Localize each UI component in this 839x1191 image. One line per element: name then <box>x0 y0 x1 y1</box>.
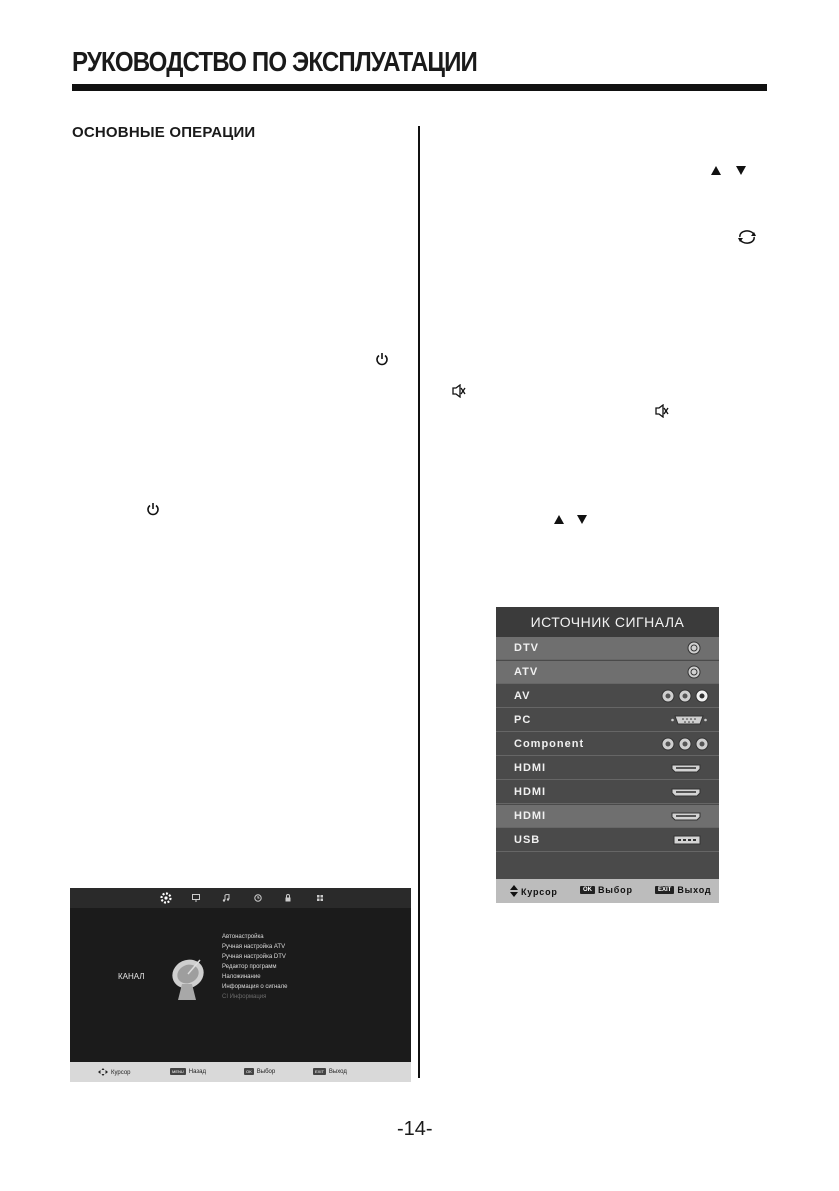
header-rule <box>72 84 767 91</box>
source-row-hdmi[interactable]: HDMI <box>496 757 719 780</box>
rca-icon <box>661 737 709 756</box>
updown-arrows-icon <box>510 885 518 899</box>
hdmi-icon <box>671 761 701 779</box>
arrow-up-icon <box>554 515 564 524</box>
menu-item[interactable]: Автонастройка <box>222 934 264 940</box>
menu-item[interactable]: Редактор программ <box>222 964 277 970</box>
source-menu-screenshot <box>496 607 719 903</box>
source-row-pc[interactable]: PC <box>496 709 719 732</box>
page-title: РУКОВОДСТВО ПО ЭКСПЛУАТАЦИИ <box>72 46 477 77</box>
power-icon <box>146 502 160 516</box>
source-row-atv[interactable]: ATV <box>496 661 719 684</box>
channel-menu-footer <box>70 1062 411 1082</box>
mute-icon <box>452 384 466 398</box>
footer-cursor: Курсор <box>510 885 558 899</box>
channel-menu-screenshot <box>70 888 411 1082</box>
exit-key: EXIT <box>655 886 674 894</box>
column-divider <box>418 126 420 1078</box>
vga-icon <box>671 713 707 732</box>
lock-tab-icon <box>281 891 295 905</box>
footer-select: OK Выбор <box>246 1068 276 1075</box>
arrow-down-icon <box>736 166 746 175</box>
menu-item[interactable]: Ручная настройка ATV <box>222 944 286 950</box>
source-menu-title: ИСТОЧНИК СИГНАЛА <box>496 607 719 637</box>
source-row-hdmi[interactable]: HDMI <box>496 805 719 828</box>
ok-key: OK <box>580 886 595 894</box>
menu-item[interactable]: Ручная настройка DTV <box>222 954 286 960</box>
source-row-hdmi[interactable]: HDMI <box>496 781 719 804</box>
menu-item[interactable]: CI Информация <box>222 994 267 1000</box>
arrow-down-icon <box>577 515 587 524</box>
power-icon <box>375 352 389 366</box>
footer-back: MENU Назад <box>172 1068 206 1075</box>
channel-menu-list <box>222 932 287 1002</box>
mute-icon <box>655 404 669 418</box>
picture-tab-icon <box>189 891 203 905</box>
footer-select: OK Выбор <box>580 885 633 895</box>
setup-tab-icon <box>313 891 327 905</box>
satellite-dish-icon <box>168 954 210 1002</box>
rca-icon <box>661 689 709 708</box>
recall-icon <box>737 230 757 244</box>
hdmi-icon <box>671 785 701 803</box>
coax-icon <box>687 665 701 684</box>
cursor-arrows-icon <box>98 1068 108 1078</box>
arrow-up-icon <box>711 166 721 175</box>
page-number: -14- <box>397 1118 433 1140</box>
time-tab-icon <box>251 891 265 905</box>
usb-icon <box>673 833 701 851</box>
source-row-usb[interactable]: USB <box>496 829 719 852</box>
menu-key: MENU <box>172 1069 184 1074</box>
sound-tab-icon <box>219 891 233 905</box>
hdmi-icon <box>671 809 701 827</box>
exit-key: EXIT <box>315 1069 324 1074</box>
channel-tab-label: КАНАЛ <box>118 972 145 981</box>
menu-item[interactable]: Информация о сигнале <box>222 984 288 990</box>
source-menu-footer <box>496 879 719 903</box>
coax-icon <box>687 641 701 660</box>
source-row-component[interactable]: Component <box>496 733 719 756</box>
ok-key: OK <box>246 1069 252 1074</box>
footer-exit: EXIT Выход <box>655 885 711 895</box>
menu-item[interactable]: Наложинание <box>222 974 261 980</box>
source-row-av[interactable]: AV <box>496 685 719 708</box>
channel-tab-gear-icon <box>159 891 173 905</box>
footer-exit: EXIT Выход <box>315 1068 347 1075</box>
footer-cursor: Курсор <box>98 1068 131 1078</box>
section-heading: ОСНОВНЫЕ ОПЕРАЦИИ <box>72 124 256 141</box>
source-row-dtv[interactable]: DTV <box>496 637 719 660</box>
menu-tab-bar <box>70 888 411 908</box>
